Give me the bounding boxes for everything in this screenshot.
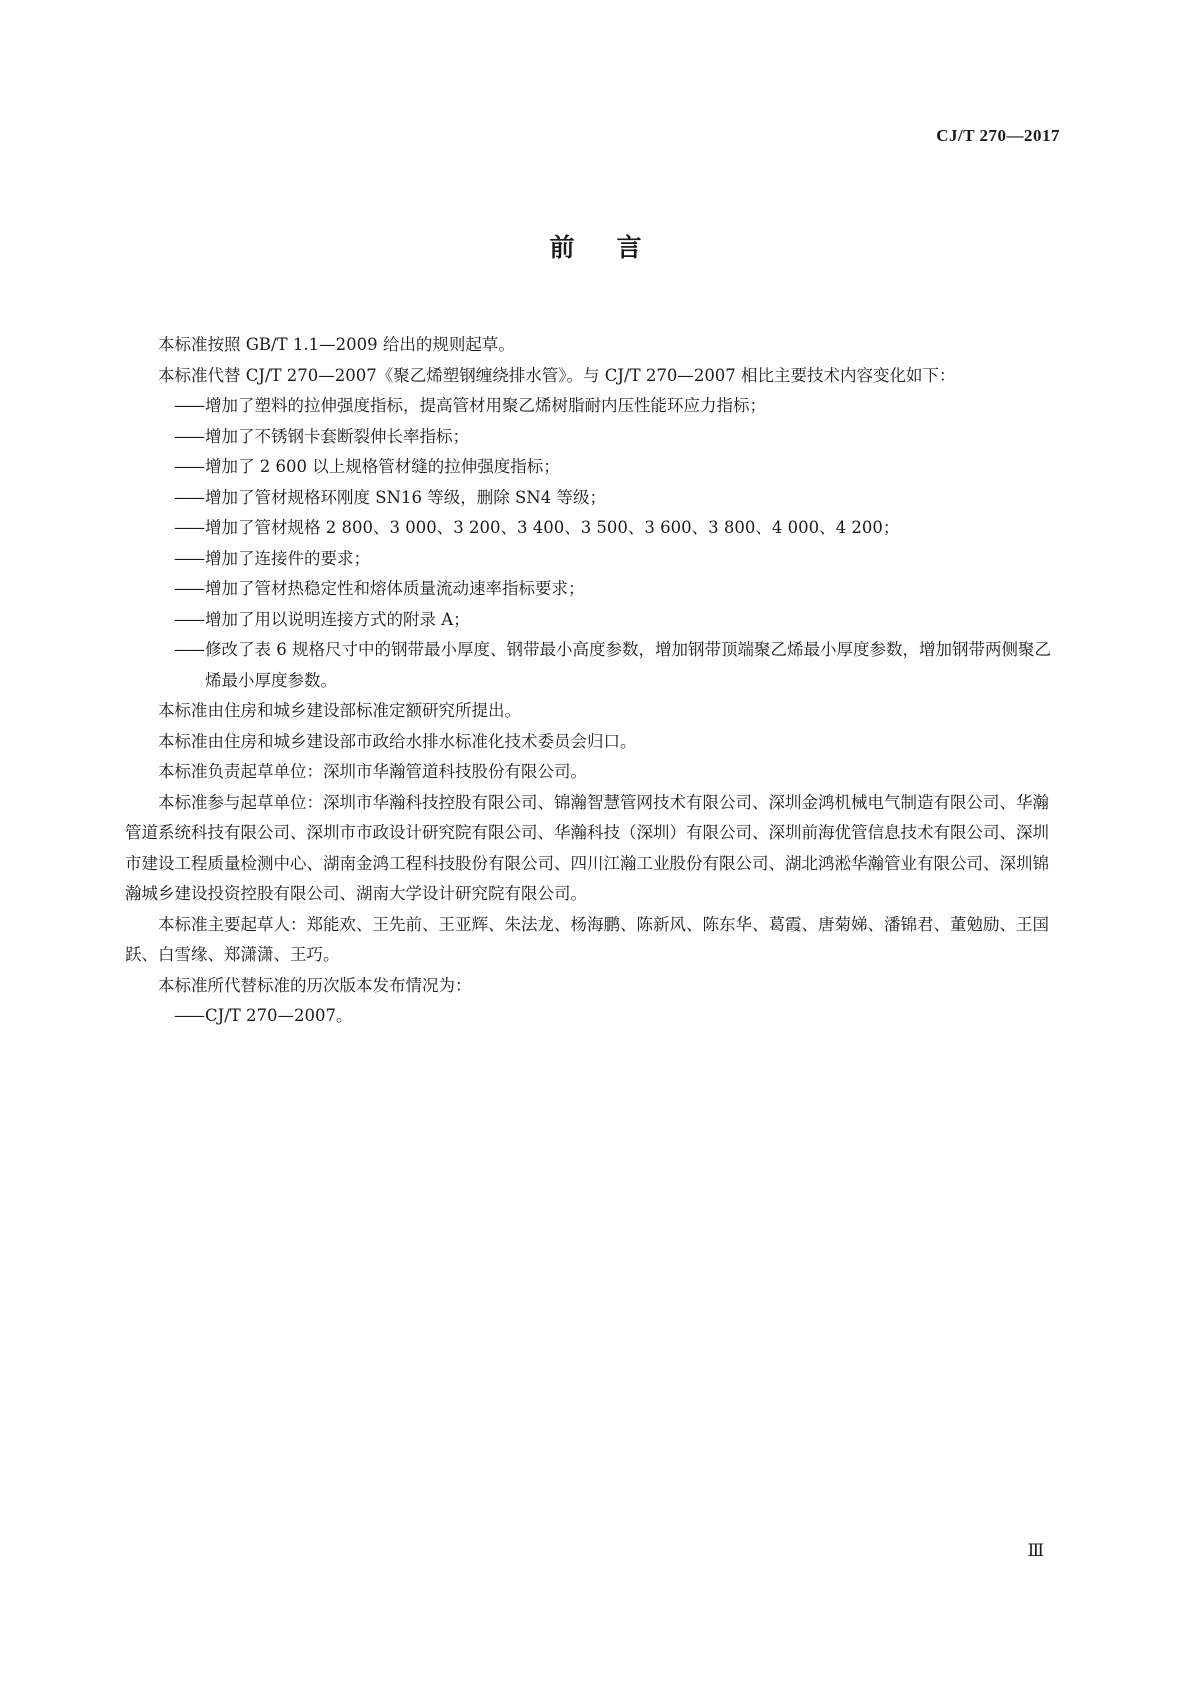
list-dash: ——	[174, 1006, 203, 1025]
list-dash: ——	[174, 579, 203, 598]
list-item	[125, 544, 1061, 575]
list-dash: ——	[174, 548, 203, 568]
list-item	[125, 422, 1061, 453]
committee-paragraph: 本标准由住房和城乡建设部市政给水排水标准化技术委员会归口。	[158, 731, 637, 751]
history-list	[125, 1001, 1061, 1032]
changes-list	[125, 391, 1061, 696]
list-item	[125, 574, 1061, 605]
list-item-text: 增加了用以说明连接方式的附录 A；	[205, 609, 470, 629]
participating-units-paragraph: 本标准参与起草单位：深圳市华瀚科技控股有限公司、锦瀚智慧管网技术有限公司、深圳金鸿机械电气制造有限公司、华瀚管道系统科技有限公司、深圳市市政设计研究院有限公司、华瀚科技（深圳）有限公司、深圳前海优管信息技术有限公司、深圳市建设工程质量检测中心、湖南金鸿工程科技股份有限公司、四川江瀚工业股份有限公司、湖北鸿淞华瀚管业有限公司、深圳锦瀚城乡建设投资控股有限公司、湖南大学设计研究院有限公司。	[125, 792, 1049, 903]
list-item-text: 增加了不锈钢卡套断裂伸长率指标；	[205, 426, 469, 446]
drafting-rules-paragraph: 本标准按照 GB/T 1.1—2009 给出的规则起草。	[158, 335, 515, 354]
proposer-paragraph: 本标准由住房和城乡建设部标准定额研究所提出。	[158, 701, 521, 720]
list-item-text: 增加了连接件的要求；	[205, 548, 370, 568]
foreword-body	[125, 330, 1061, 1032]
page-number: Ⅲ	[1027, 1541, 1044, 1560]
list-dash: ——	[174, 609, 203, 629]
list-dash: ——	[174, 457, 203, 476]
list-item	[125, 452, 1061, 483]
list-item	[125, 605, 1061, 636]
list-dash: ——	[174, 518, 203, 537]
list-item	[125, 483, 1061, 514]
version-history-paragraph: 本标准所代替标准的历次版本发布情况为：	[158, 975, 472, 995]
replacement-paragraph: 本标准代替 CJ/T 270—2007《聚乙烯塑钢缠绕排水管》。与 CJ/T 270—2007 相比主要技术内容变化如下：	[158, 365, 956, 385]
standard-code: CJ/T 270—2017	[936, 126, 1060, 145]
list-item-text: CJ/T 270—2007。	[205, 1006, 353, 1025]
list-item-text: 增加了管材规格环刚度 SN16 等级，删除 SN4 等级；	[205, 487, 606, 507]
list-item-text: 修改了表 6 规格尺寸中的钢带最小厚度、钢带最小高度参数，增加钢带顶端聚乙烯最小厚度参数，增加钢带两侧聚乙烯最小厚度参数。	[205, 640, 1051, 690]
list-item-text: 增加了塑料的拉伸强度指标，提高管材用聚乙烯树脂耐内压性能环应力指标；	[205, 396, 766, 415]
page-title: 前言	[549, 233, 684, 262]
list-dash: ——	[174, 396, 203, 415]
list-item-text: 增加了 2 600 以上规格管材缝的拉伸强度指标；	[205, 457, 560, 476]
list-dash: ——	[174, 487, 203, 507]
list-dash: ——	[174, 426, 203, 446]
lead-drafter-paragraph: 本标准负责起草单位：深圳市华瀚管道科技股份有限公司。	[158, 762, 587, 781]
list-item	[125, 513, 1061, 544]
list-item	[125, 1001, 1061, 1032]
list-item	[125, 391, 1061, 422]
list-item-text: 增加了管材热稳定性和熔体质量流动速率指标要求；	[205, 579, 585, 598]
list-item-text: 增加了管材规格 2 800、3 000、3 200、3 400、3 500、3 600、3 800、4 000、4 200；	[205, 518, 900, 537]
list-dash: ——	[174, 640, 203, 659]
list-item	[125, 635, 1061, 696]
drafters-paragraph: 本标准主要起草人：郑能欢、王先前、王亚辉、朱法龙、杨海鹏、陈新风、陈东华、葛霞、唐菊娣、潘锦君、董勉励、王国跃、白雪缘、郑潇潇、王巧。	[125, 914, 1049, 964]
